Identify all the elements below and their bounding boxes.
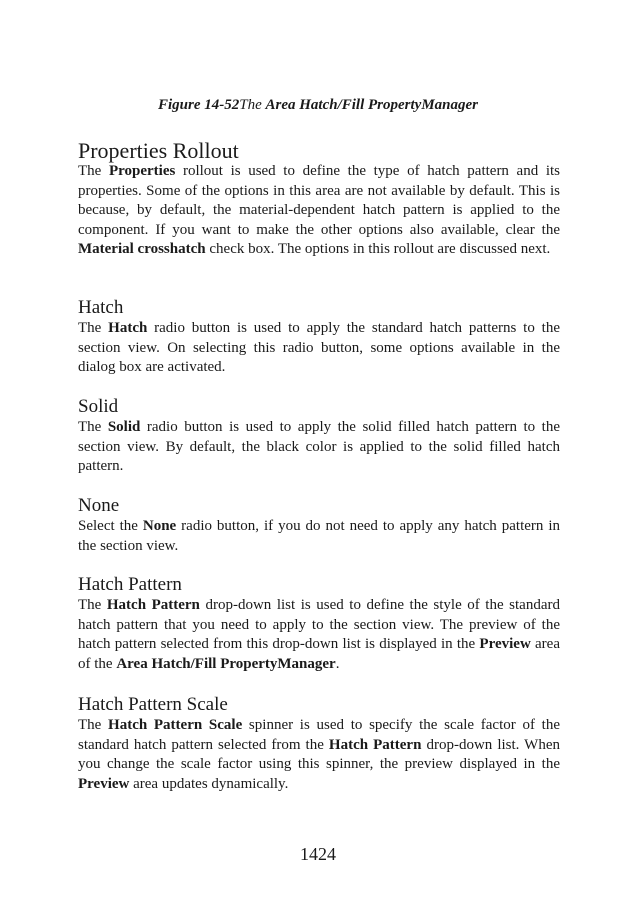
text-run: Select the	[78, 518, 143, 534]
text-run: The	[78, 419, 108, 435]
figure-label: Figure 14-52	[157, 97, 240, 113]
figure-caption-pre: The	[239, 97, 266, 113]
text-run: area of the	[78, 636, 560, 672]
bold-term: Hatch	[108, 320, 148, 336]
section-paragraph-hatch-pattern-scale	[78, 716, 560, 794]
section-paragraph-hatch-pattern	[78, 596, 560, 674]
text-run: The	[78, 597, 107, 613]
bold-term: Properties	[108, 163, 176, 179]
section-heading-hatch: Hatch	[78, 297, 124, 318]
bold-term: Preview	[78, 775, 130, 792]
bold-term: None	[142, 518, 177, 534]
page-number: 1424	[300, 844, 336, 864]
figure-caption	[0, 95, 636, 115]
section-heading-properties-rollout: Properties Rollout	[78, 138, 239, 163]
text-run: drop-down list. When you change the scale factor using this spinner, the preview displayed in the	[78, 736, 560, 772]
section-heading-none: None	[78, 495, 120, 516]
text-run: .	[335, 655, 340, 672]
text-run: radio button, if you do not need to apply any hatch pattern in the section view.	[78, 518, 560, 554]
text-run: The	[78, 320, 109, 336]
section-heading-hatch-pattern: Hatch Pattern	[78, 574, 182, 595]
text-run: The	[78, 163, 109, 179]
bold-term: Solid	[107, 419, 141, 435]
section-paragraph-none	[78, 517, 560, 556]
figure-caption-title: Area Hatch/Fill PropertyManager	[265, 97, 479, 113]
text-run: The	[78, 717, 109, 733]
bold-term: Hatch Pattern	[328, 736, 422, 753]
text-run: drop-down list is used to define the style of the standard hatch pattern that you need to apply to the section view. The preview of the hatch pattern selected from this drop-down list is displayed in the	[78, 597, 560, 652]
text-run: spinner is used to specify the scale factor of the standard hatch pattern selected from the	[78, 717, 560, 753]
section-heading-hatch-pattern-scale: Hatch Pattern Scale	[78, 694, 228, 715]
section-paragraph-properties-rollout	[78, 162, 560, 260]
text-run: check box. The options in this rollout are discussed next.	[205, 241, 551, 257]
bold-term: Hatch Pattern Scale	[108, 717, 243, 733]
section-heading-solid: Solid	[78, 396, 119, 417]
bold-term: Hatch Pattern	[106, 597, 200, 613]
bold-term: Material crosshatch	[78, 241, 206, 257]
bold-term: Preview	[479, 636, 531, 652]
text-run: radio button is used to apply the solid filled hatch pattern to the section view. By default, the black color is applied to the solid filled hatch pattern.	[78, 419, 560, 474]
section-paragraph-solid	[78, 418, 560, 477]
text-run: rollout is used to define the type of hatch pattern and its properties. Some of the options in this area are not available by default. This is because, by default, the material-dependent hatch pattern is applied to the component. If you want to make the other options also available, clear the	[78, 163, 561, 238]
section-paragraph-hatch	[78, 319, 560, 378]
text-run: area updates dynamically.	[129, 775, 289, 792]
text-run: radio button is used to apply the standard hatch patterns to the section view. On selecting this radio button, some options available in the dialog box are activated.	[78, 320, 560, 375]
bold-term: Area Hatch/Fill PropertyManager	[116, 655, 336, 672]
